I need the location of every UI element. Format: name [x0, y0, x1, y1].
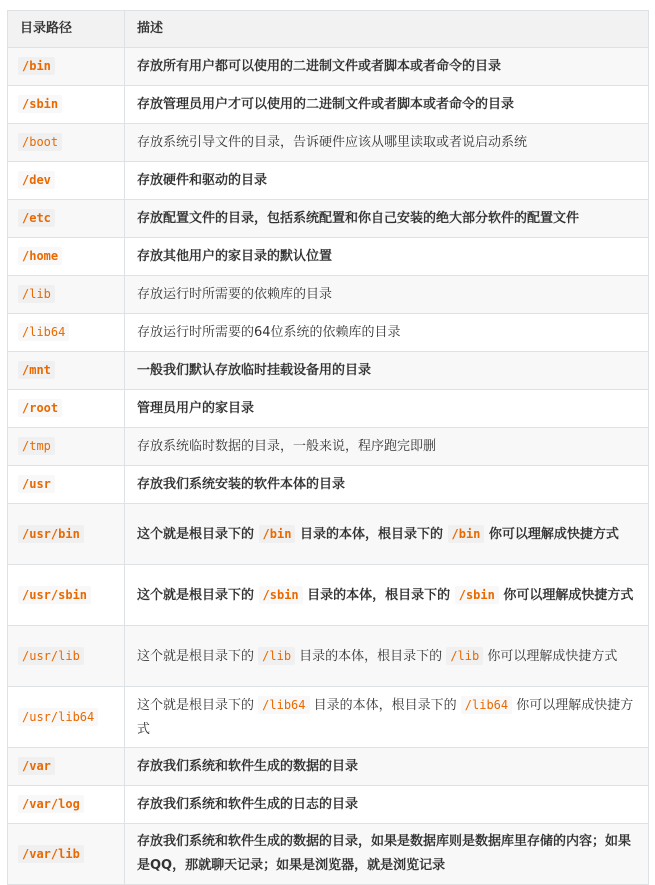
table-row	[8, 428, 649, 466]
path-cell	[8, 276, 125, 314]
inline-path-code: /lib64	[461, 696, 512, 714]
path-cell	[8, 428, 125, 466]
path-code: /usr/bin	[18, 525, 84, 543]
path-cell	[8, 565, 125, 626]
header-path: 目录路径	[8, 11, 125, 48]
description-text: 你可以理解成快捷方式	[484, 526, 619, 542]
path-cell	[8, 200, 125, 238]
path-code: /mnt	[18, 361, 55, 379]
path-cell	[8, 687, 125, 748]
description-cell	[125, 428, 649, 466]
description-text: 目录的本体，根目录下的	[295, 526, 448, 542]
table-header-row	[8, 11, 649, 48]
inline-path-code: /bin	[448, 525, 485, 543]
description-text: 存放运行时所需要的64位系统的依赖库的目录	[137, 324, 401, 340]
description-text: 管理员用户的家目录	[137, 400, 255, 416]
table-body	[8, 48, 649, 885]
description-cell	[125, 786, 649, 824]
path-code: /lib	[18, 285, 55, 303]
description-text: 存放系统引导文件的目录，告诉硬件应该从哪里读取或者说启动系统	[137, 134, 528, 150]
path-code: /lib64	[18, 323, 69, 341]
path-cell	[8, 626, 125, 687]
description-cell	[125, 565, 649, 626]
description-text: 存放系统临时数据的目录，一般来说，程序跑完即删	[137, 438, 437, 454]
description-text: 你可以理解成快捷方式	[498, 587, 634, 603]
description-text: 存放配置文件的目录，包括系统配置和你自己安装的绝大部分软件的配置文件	[137, 210, 580, 226]
description-cell	[125, 276, 649, 314]
description-text: 目录的本体，根目录下的	[309, 697, 461, 713]
path-code: /sbin	[18, 95, 62, 113]
table-row	[8, 48, 649, 86]
table-row	[8, 687, 649, 748]
path-cell	[8, 390, 125, 428]
description-cell	[125, 124, 649, 162]
description-text: 存放我们系统和软件生成的数据的目录，如果是数据库则是数据库里存储的内容；如果是QQ，那就聊天记录；如果是浏览器，就是浏览记录	[137, 834, 632, 873]
table-row	[8, 124, 649, 162]
table-row	[8, 86, 649, 124]
path-code: /boot	[18, 133, 62, 151]
path-cell	[8, 748, 125, 786]
description-cell	[125, 504, 649, 565]
table-row	[8, 276, 649, 314]
description-cell	[125, 238, 649, 276]
table-row	[8, 626, 649, 687]
description-text: 存放我们系统和软件生成的日志的目录	[137, 796, 359, 812]
table-row	[8, 748, 649, 786]
path-cell	[8, 238, 125, 276]
table-row	[8, 786, 649, 824]
path-cell	[8, 314, 125, 352]
description-cell	[125, 200, 649, 238]
description-cell	[125, 352, 649, 390]
inline-path-code: /lib	[258, 647, 295, 665]
description-text: 存放所有用户都可以使用的二进制文件或者脚本或者命令的目录	[137, 58, 502, 74]
description-cell	[125, 824, 649, 885]
table-row	[8, 238, 649, 276]
path-cell	[8, 124, 125, 162]
description-text: 这个就是根目录下的	[137, 648, 259, 664]
path-cell	[8, 86, 125, 124]
directory-table	[7, 10, 649, 885]
path-cell	[8, 162, 125, 200]
description-text: 存放其他用户的家目录的默认位置	[137, 248, 333, 264]
path-cell	[8, 504, 125, 565]
description-cell	[125, 48, 649, 86]
path-cell	[8, 352, 125, 390]
description-text: 存放硬件和驱动的目录	[137, 172, 268, 188]
description-text: 存放运行时所需要的依赖库的目录	[137, 286, 333, 302]
description-cell	[125, 390, 649, 428]
path-code: /dev	[18, 171, 55, 189]
table-row	[8, 162, 649, 200]
path-cell	[8, 466, 125, 504]
description-text: 存放管理员用户才可以使用的二进制文件或者脚本或者命令的目录	[137, 96, 515, 112]
path-cell	[8, 786, 125, 824]
inline-path-code: /lib	[446, 647, 483, 665]
path-code: /home	[18, 247, 62, 265]
description-cell	[125, 86, 649, 124]
description-text: 这个就是根目录下的	[137, 697, 259, 713]
description-cell	[125, 466, 649, 504]
description-text: 存放我们系统安装的软件本体的目录	[137, 476, 346, 492]
path-code: /usr/lib	[18, 647, 84, 665]
table-row	[8, 466, 649, 504]
path-code: /bin	[18, 57, 55, 75]
description-cell	[125, 314, 649, 352]
table-row	[8, 314, 649, 352]
description-text: 目录的本体，根目录下的	[302, 587, 455, 603]
path-code: /tmp	[18, 437, 55, 455]
path-cell	[8, 48, 125, 86]
description-text: 你可以理解成快捷方式	[137, 697, 634, 737]
table-row	[8, 565, 649, 626]
table-row	[8, 504, 649, 565]
inline-path-code: /sbin	[259, 586, 303, 604]
table-row	[8, 352, 649, 390]
path-code: /var	[18, 757, 55, 775]
description-cell	[125, 162, 649, 200]
description-text: 一般我们默认存放临时挂载设备用的目录	[137, 362, 372, 378]
table-row	[8, 824, 649, 885]
description-cell	[125, 687, 649, 748]
inline-path-code: /bin	[259, 525, 296, 543]
path-code: /etc	[18, 209, 55, 227]
description-text: 这个就是根目录下的	[137, 587, 259, 603]
table-row	[8, 200, 649, 238]
description-cell	[125, 748, 649, 786]
inline-path-code: /sbin	[455, 586, 499, 604]
path-code: /var/lib	[18, 845, 84, 863]
description-text: 这个就是根目录下的	[137, 526, 259, 542]
description-text: 存放我们系统和软件生成的数据的目录	[137, 758, 359, 774]
path-code: /usr/lib64	[18, 708, 98, 726]
inline-path-code: /lib64	[258, 696, 309, 714]
path-cell	[8, 824, 125, 885]
description-text: 你可以理解成快捷方式	[483, 648, 618, 664]
path-code: /root	[18, 399, 62, 417]
path-code: /var/log	[18, 795, 84, 813]
path-code: /usr	[18, 475, 55, 493]
description-text: 目录的本体，根目录下的	[295, 648, 447, 664]
header-description: 描述	[125, 11, 649, 48]
table-row	[8, 390, 649, 428]
path-code: /usr/sbin	[18, 586, 91, 604]
description-cell	[125, 626, 649, 687]
